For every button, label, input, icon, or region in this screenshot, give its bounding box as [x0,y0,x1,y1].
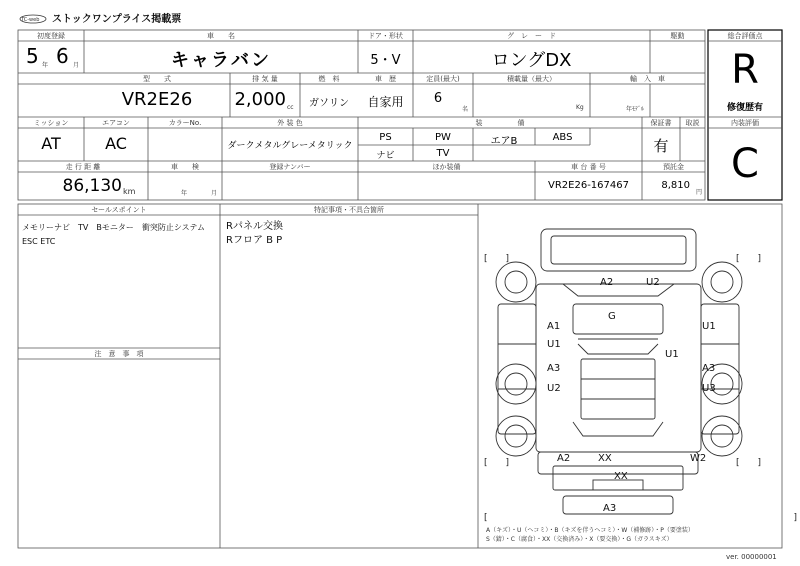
logo-text: TC-web [21,17,40,23]
displacement-unit: cc [287,104,294,111]
mark-a3-left: A3 [547,363,561,374]
exterior-value: ダークメタルグレーメタリック [227,141,353,151]
car-name-value: キャラバン [171,50,271,71]
bracket-bottom-left: [ ] [484,458,510,468]
warranty-value: 有 [653,137,669,155]
legend-line-2: S（錆）・C（腐食）・XX（交換済み）・X（要交換）・G（ガラスキズ） [486,536,673,543]
mark-u2-left: U2 [547,383,561,394]
import-unit: 年ﾓﾃﾞﾙ [626,106,645,113]
equip-pw: PW [435,132,451,143]
vehicle-diagram [478,204,780,548]
equip-abs: ABS [552,132,573,143]
page-title: ストックワンプライス掲載票 [52,14,182,25]
equip-airbag: エアB [490,136,518,147]
grade-value: ロングDX [491,50,572,71]
displacement-header: 排 気 量 [252,75,278,83]
inspection-header: 車 検 [171,163,199,171]
model-header: 型 式 [143,75,171,83]
mark-a3-under: A3 [603,503,617,514]
overall-header: 総合評価点 [727,32,763,40]
other-equip-header: ほか装備 [432,163,461,171]
first-reg-year-unit: 年 [42,62,49,69]
remarks-header: 特記事項・不具合箇所 [314,206,384,214]
fuel-header: 燃 料 [318,75,340,83]
mileage-value: 86,130 [62,176,122,196]
overall-caption: 修復歴有 [726,103,763,113]
chassis-header: 車 台 番 号 [571,163,606,171]
exterior-header: 外 装 色 [277,119,303,127]
car-name-header: 車 名 [207,32,235,40]
mark-a1-left: A1 [547,321,561,332]
mark-xx-bottom: XX [598,453,612,464]
warranty-header: 保証書 [650,119,672,127]
deposit-header: 預託金 [663,163,684,171]
caution-header: 注 意 事 項 [94,350,144,358]
mark-u2-top: U2 [646,277,660,288]
capacity-value: 6 [433,91,443,106]
legend-line-1: A（キズ）・U（ヘコミ）・B（キズを伴うヘコミ）・W（補修跡）・P（要塗装） [486,527,694,534]
mark-u1-right-top: U1 [702,321,716,332]
aircon-header: エアコン [102,119,130,127]
door-shape-header: ドア・形状 [368,32,403,40]
capacity-unit: 名 [462,106,469,113]
interior-score: C [731,141,759,187]
bracket-top-right: [ ] [736,254,762,264]
deposit-unit: 円 [696,189,703,196]
mileage-unit: km [123,187,136,196]
mission-value: AT [41,134,61,153]
mark-u1-left: U1 [547,339,561,350]
load-unit: Kg [576,104,584,111]
bracket-under: [ ] [484,513,798,523]
mark-u1-center: U1 [665,349,679,360]
mark-a2-top: A2 [600,277,614,288]
insp-month-unit: 月 [211,190,218,197]
insp-year-unit: 年 [181,190,188,197]
equip-navi: ナビ [376,151,395,161]
reg-no-header: 登録ナンバー [269,163,311,171]
equip-tv: TV [436,148,450,159]
capacity-header: 定員(最大) [426,75,460,83]
interior-eval-header: 内装評価 [731,119,759,127]
sales-line-2: ESC ETC [22,237,56,246]
mission-header: ミッション [33,119,69,127]
mark-a3-right: A3 [702,363,716,374]
displacement-value: 2,000 [234,89,286,110]
mark-g: G [608,311,616,322]
sales-line-1: メモリーナビ TV Bモニター 衝突防止システム [22,223,206,232]
version-label: ver. 00000001 [726,553,777,561]
remarks-line-1: Rパネル交換 [226,221,283,232]
door-shape-value: 5・V [370,53,401,68]
sales-header: セールスポイント [91,206,147,214]
equipment-header: 装 備 [475,119,525,127]
first-reg-header: 初度登録 [37,32,65,40]
first-reg-month-unit: 月 [73,62,80,69]
load-header: 積載量（最大） [507,75,556,83]
aircon-value: AC [105,134,127,153]
mark-xx-under: XX [614,471,628,482]
history-value: 自家用 [367,95,404,109]
mark-u3-right: U3 [702,383,716,394]
chassis-value: VR2E26-167467 [548,180,629,191]
history-header: 車 歴 [375,75,396,83]
first-reg-year: 5 [26,44,39,68]
drive-header: 駆動 [670,32,685,40]
fuel-value: ガソリン [309,98,349,109]
manual-header: 取説 [685,119,700,127]
model-value: VR2E26 [121,89,193,110]
color-no-header: カラーNo. [168,119,202,127]
bracket-bottom-right: [ ] [736,458,762,468]
first-reg-month: 6 [56,44,69,68]
mark-w2-bottom: W2 [690,453,707,464]
mark-a2-bottom: A2 [557,453,571,464]
grade-header: グ レ ー ド [507,32,556,40]
remarks-line-2: Rフロア B P [226,235,283,246]
equip-ps: PS [379,132,392,143]
mileage-header: 走 行 距 離 [65,163,101,171]
overall-score: R [731,47,759,93]
deposit-value: 8,810 [661,180,690,191]
bracket-top-left: [ ] [484,254,510,264]
import-header: 輸 入 車 [630,75,665,83]
